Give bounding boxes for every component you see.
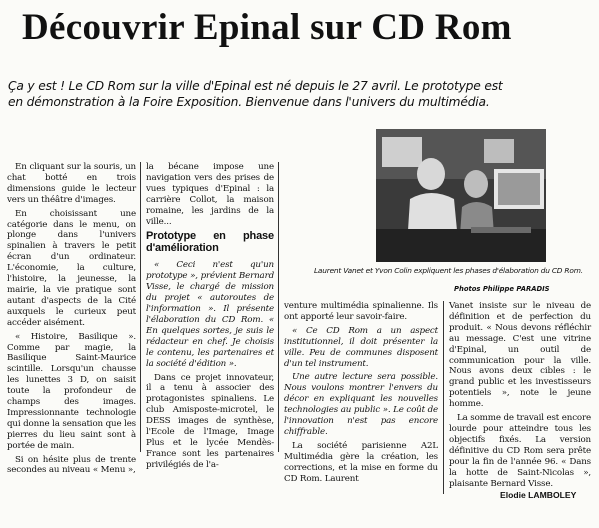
- subheading: Prototype en phase d'amélioration: [146, 230, 274, 255]
- column-4: [449, 301, 591, 492]
- photo-caption: Laurent Vanet et Yvon Colin expliquent les phases d'élaboration du CD Rom.: [314, 266, 583, 275]
- paragraph: La somme de travail est encore lourde pour atteindre tous les objectifs fixés. La version définitive du CD Rom sera prête pour la fin de l'année 96. « Dans la hotte de Saint-Nicolas », plaisante Bernard Visse.: [449, 413, 591, 489]
- paragraph: En cliquant sur la souris, un chat botté en trois dimensions guide le lecteur vers un théâtre d'images.: [7, 162, 136, 205]
- column-3: [284, 301, 438, 488]
- photo-image: [376, 129, 546, 262]
- paragraph: Dans ce projet innovateur, il a tenu à associer des protagonistes spinaliens. Le club Amisposte-microtel, le DESS images de synthèse, l'Ecole de l'Image, Image Plus et le lycée Mendès-France sont les partenaires privilégiés de l'a-: [146, 372, 274, 470]
- photo-credit: Photos Philippe PARADIS: [454, 285, 550, 293]
- author-signature: Elodie LAMBOLEY: [500, 490, 577, 500]
- paragraph: La société parisienne A2L Multimédia gère la création, les corrections, et la mise en forme du CD Rom. Laurent: [284, 440, 438, 484]
- paragraph: Si on hésite plus de trente secondes au niveau « Menu »,: [7, 454, 136, 476]
- article-headline: Découvrir Epinal sur CD Rom: [22, 7, 512, 48]
- column-rule: [140, 162, 141, 452]
- lead-line: en démonstration à la Foire Exposition. Bienvenue dans l'univers du multimédia.: [8, 95, 490, 109]
- lead-line: Ça y est ! Le CD Rom sur la ville d'Epinal est né depuis le 27 avril. Le prototype est: [8, 79, 503, 93]
- paragraph: « Ce CD Rom a un aspect institutionnel, il doit présenter la ville. Peu de communes disposent d'un tel instrument.: [284, 325, 438, 369]
- paragraph: Vanet insiste sur le niveau de définition et de perfection du produit. « Nous devons réfléchir au message. C'est une vitrine d'Epinal, un outil de communication pour la ville. Nous avons deux cibles : le grand public et les investisseurs potentiels », note le jeune homme.: [449, 301, 591, 410]
- paragraph: venture multimédia spinalienne. Ils ont apporté leur savoir-faire.: [284, 301, 438, 322]
- paragraph: En choisissant une catégorie dans le menu, on plonge dans l'univers spinalien à travers le petit écran d'un ordinateur. L'économie, la culture, l'histoire, la jeunesse, la mairie, la vie pratique sont autant d'aspects de la Cité auxquels le curieux peut accéder aisément.: [7, 208, 136, 328]
- article-photo: [376, 129, 546, 262]
- paragraph: Une autre lecture sera possible. Nous voulons montrer l'envers du décor en expliquant les nouvelles technologies au public ». Le coût de l'innovation n'est pas encore chiffrable.: [284, 372, 438, 437]
- paragraph: « Ceci n'est qu'un prototype », prévient Bernard Visse, le chargé de mission du projet « autoroutes de l'information ». Il présente l'élaboration du CD Rom. « En quelques sortes, je suis le rédacteur en chef. Je choisis le contenu, les partenaires et la société d'édition ».: [146, 260, 274, 369]
- article-lead: [8, 78, 591, 110]
- column-rule: [443, 301, 444, 494]
- paragraph: « Histoire, Basilique ». Comme par magie, la Basilique Saint-Maurice scintille. Lorsqu'un chausse les lunettes 3 D, on saisit toute la profondeur de champs des images. Impressionnante technologie qui donne la sensation que les pierres du lieu saint sont à portée de main.: [7, 331, 136, 451]
- column-1: [7, 162, 136, 479]
- column-2: [146, 162, 274, 474]
- column-rule: [278, 162, 279, 452]
- paragraph: la bécane impose une navigation vers des prises de vues typiques d'Epinal : la carrière Collot, la maison romaine, les jardins de la ville...: [146, 162, 274, 227]
